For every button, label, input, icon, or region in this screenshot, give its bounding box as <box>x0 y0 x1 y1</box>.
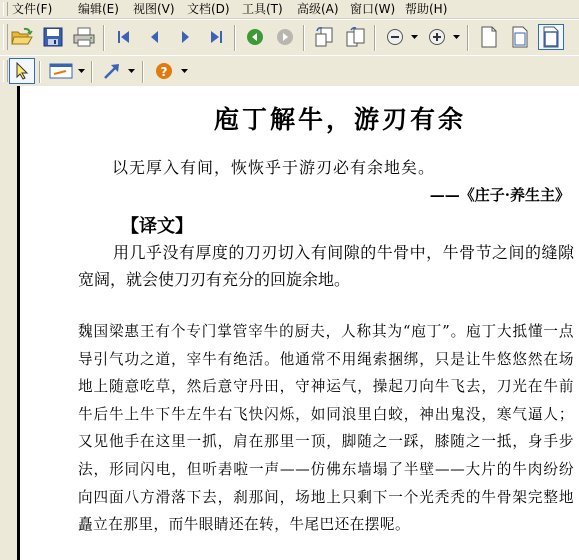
menu-document[interactable]: 文档(D) <box>187 2 230 16</box>
page-border <box>17 86 20 560</box>
go-back-icon <box>246 28 264 46</box>
folder-open-icon <box>11 27 33 47</box>
fit-page-icon <box>511 26 529 48</box>
zoom-in-button[interactable] <box>424 24 450 50</box>
chevron-down-icon <box>411 35 418 39</box>
chevron-down-icon <box>78 69 85 73</box>
go-forward-icon <box>276 28 294 46</box>
menu-view[interactable]: 视图(V) <box>133 2 175 16</box>
document-title: 庖丁解牛，游刃有余 <box>213 105 466 134</box>
zoom-out-icon <box>386 28 404 46</box>
link-tool-button[interactable] <box>99 58 125 84</box>
svg-text:?: ? <box>160 65 168 79</box>
actual-size-button[interactable] <box>476 24 502 50</box>
tools-toolbar <box>0 55 579 87</box>
save-icon <box>43 27 63 47</box>
menu-window[interactable]: 窗口(W) <box>350 2 396 16</box>
help-icon <box>155 62 173 80</box>
navigation-pane-edge[interactable] <box>0 86 18 560</box>
main-toolbar <box>0 19 579 56</box>
link-tool-dropdown[interactable] <box>127 58 135 84</box>
help-button[interactable] <box>151 58 177 84</box>
zoom-in-icon <box>428 28 446 46</box>
story-paragraph: 魏国梁惠王有个专门掌管宰牛的厨夫，人称其为“庖丁”。庖丁大抵懂一点导引气功之道，宰牛有绝活。他通常不用绳索捆绑，只是让牛悠悠然在场地上随意吃草，然后意守丹田，守神运气，操起刀向牛飞去，刀光在牛前牛后牛上牛下牛左牛右飞快闪烁，如同浪里白蛟，神出鬼没，寒气逼人；又见他手在这里一抓，肩在那里一顶，脚随之一踩，膝随之一抵，身手步法，形同闪电，但听砉啦一声——仿佛东墙塌了半壁——大片的牛肉纷纷向四面八方滑落下去，刹那间，场地上只剩下一个光秃秃的牛骨架完整地矗立在那里，而牛眼睛还在转，牛尾巴还在摆呢。 <box>78 323 574 534</box>
form-tool-button[interactable] <box>47 58 75 84</box>
menu-grip[interactable] <box>3 2 8 16</box>
help-dropdown[interactable] <box>180 58 188 84</box>
save-button[interactable] <box>40 24 66 50</box>
rotate-page-icon <box>344 26 366 48</box>
menu-tools[interactable]: 工具(T) <box>242 2 283 16</box>
next-page-icon <box>177 29 193 45</box>
menu-bar <box>0 0 579 19</box>
toolbar-grip[interactable] <box>3 60 8 82</box>
next-page-button[interactable] <box>172 24 198 50</box>
print-button[interactable] <box>71 24 97 50</box>
first-page-button[interactable] <box>111 24 137 50</box>
rotate-icon <box>313 26 335 48</box>
menu-file[interactable]: 文件(F) <box>12 2 53 16</box>
form-tool-dropdown[interactable] <box>77 58 85 84</box>
chevron-down-icon <box>128 69 135 73</box>
chevron-down-icon <box>181 69 188 73</box>
toolbar-grip[interactable] <box>3 24 8 50</box>
zoom-in-dropdown[interactable] <box>452 24 460 50</box>
chevron-down-icon <box>453 35 460 39</box>
translation-paragraph: 用几乎没有厚度的刀刃切入有间隙的牛骨中，牛骨节之间的缝隙宽阔，就会使刀刃有充分的回旋余地。 <box>78 243 574 289</box>
select-arrow-icon <box>15 62 29 80</box>
menu-help[interactable]: 帮助(H) <box>405 2 448 16</box>
previous-page-button[interactable] <box>142 24 168 50</box>
zoom-out-button[interactable] <box>382 24 408 50</box>
last-page-icon <box>208 29 224 45</box>
section-heading: 【译文】 <box>121 216 193 237</box>
last-page-button[interactable] <box>203 24 229 50</box>
select-tool-button[interactable] <box>9 58 35 84</box>
go-back-button[interactable] <box>242 24 268 50</box>
menu-advanced[interactable]: 高级(A) <box>297 2 339 16</box>
quote-source: ——《庄子·养生主》 <box>429 186 570 204</box>
link-arrow-icon <box>102 61 122 81</box>
printer-icon <box>73 27 95 47</box>
fit-width-icon <box>542 26 560 48</box>
form-field-icon <box>49 62 73 80</box>
fit-page-button[interactable] <box>507 24 533 50</box>
open-button[interactable] <box>9 24 35 50</box>
first-page-icon <box>116 29 132 45</box>
actual-size-icon <box>480 26 498 48</box>
zoom-out-dropdown[interactable] <box>410 24 418 50</box>
fit-width-button[interactable] <box>538 24 564 50</box>
menu-edit[interactable]: 编辑(E) <box>78 2 119 16</box>
go-forward-button[interactable] <box>272 24 298 50</box>
rotate-view-button[interactable] <box>311 24 337 50</box>
quote-text: 以无厚入有间，恢恢乎于游刃必有余地矣。 <box>112 158 436 177</box>
previous-page-icon <box>147 29 163 45</box>
rotate-page-button[interactable] <box>342 24 368 50</box>
